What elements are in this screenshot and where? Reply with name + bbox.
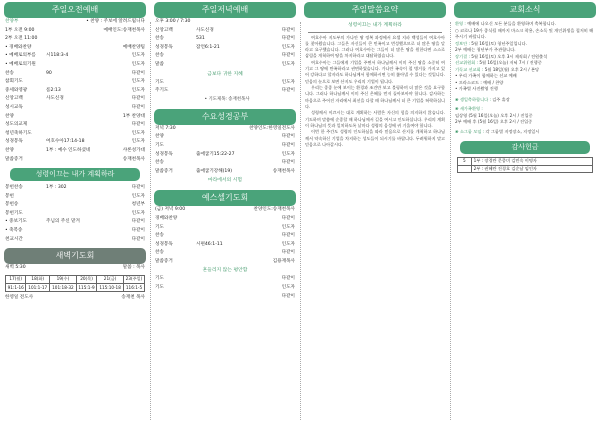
- evening-sermon-title: 금보다 귀한 지혜: [207, 71, 243, 77]
- order-leader: 다같이: [281, 53, 295, 59]
- birthday-news: ❀ 생일축하합니다 : 김주 휴장: [455, 96, 510, 102]
- order-item: 성경봉독: [155, 151, 173, 157]
- order-leader: 인도자: [131, 139, 145, 145]
- order-detail: 시118:3-4: [46, 53, 69, 59]
- news-item-text: 2부 예배는 청년부가 주관합니다.: [455, 47, 516, 52]
- sermon-paragraph: 우리는 종종 눈에 보이는 환경과 조건만 보고 불평하며 더 많은 것을 요구합니다. 그러나 하나님께서 이미 주신 은혜를 먼저 돌아보아야 합니다. 감사하는 마음으로 주어진 자리에서 최선을 다할 때 하나님께서 더 큰 기업을 허락하십니다.: [305, 85, 445, 109]
- order-detail: 여호수아17:14-18: [46, 139, 85, 145]
- news-item-text: 5월 18일(월) 오후 2시 / 본당: [484, 66, 540, 72]
- sermon-paragraph: 이번 한 주간도 성령의 인도하심을 따라 믿음으로 산지를 개척하고 하나님께서 약속하신 기업을 차지하는 성도들이 되시기를 바랍니다. 두려워하지 말고 믿음으로 나아갑시다.: [305, 129, 445, 147]
- news-item-header: 정보안 :: [455, 40, 472, 46]
- dawn-schedule-table: [5, 275, 145, 292]
- order-row: [152, 249, 298, 258]
- order-leader: 인도자: [281, 61, 295, 67]
- order-leader: 인도자: [281, 241, 295, 247]
- order-detail: 사도신경: [46, 96, 64, 102]
- order-item: 찬송: [5, 70, 14, 76]
- order-item: 중세와영광: [5, 87, 28, 93]
- order-row: [2, 78, 148, 87]
- order-row: [2, 184, 148, 193]
- order-row: [2, 193, 148, 202]
- order-detail: 주님의 주신 맡겨: [46, 219, 80, 225]
- order-row: [152, 241, 298, 250]
- order-row: [2, 87, 148, 96]
- order-item: 찬송: [155, 160, 164, 166]
- order-item: 기도: [155, 142, 164, 148]
- order-row: [152, 232, 298, 241]
- dawn-passage: 115:1-9: [76, 283, 96, 291]
- order-item: 봉헌기도: [5, 210, 23, 216]
- order-item: 참회기도: [5, 79, 23, 85]
- order-item: 봉헌: [5, 193, 14, 199]
- order-item: 봉헌송: [5, 202, 19, 208]
- order-row: [2, 95, 148, 104]
- order-row: [2, 236, 148, 245]
- thanks-names: 2부 : 권혜란 진경호 김순남 임인자: [471, 165, 592, 173]
- order-row: [2, 121, 148, 130]
- order-row: [2, 210, 148, 219]
- order-item: 찬양: [5, 113, 14, 119]
- order-detail: 출애굽기15:22-27: [196, 151, 235, 157]
- order-item: 찬양: [155, 134, 164, 140]
- church-news-column: [452, 0, 598, 424]
- order-leader: 다같이: [131, 236, 145, 242]
- order-row: [152, 133, 298, 142]
- order-row: [2, 147, 148, 156]
- order-leader: 다같이: [281, 215, 295, 221]
- order-row: [152, 258, 298, 267]
- evening-service-title: 주일저녁예배: [154, 2, 296, 18]
- friday-sermon-title: 흔들리지 않는 평안함: [202, 268, 248, 274]
- order-leader: 인도자: [131, 61, 145, 67]
- order-leader: 다같이: [281, 233, 295, 239]
- thanks-row: [458, 165, 593, 173]
- dawn-day: 17(월): [6, 275, 26, 283]
- order-detail: 롬2:13: [46, 87, 61, 93]
- dawn-prayer-title: 새벽기도회: [4, 248, 146, 264]
- order-leader: 청년부: [131, 202, 145, 208]
- news-item-header: 기독교 선교회 :: [455, 66, 485, 72]
- order-detail: 잠언6:1-21: [196, 44, 220, 50]
- wednesday-sermon-title: 마라에서의 시험: [208, 178, 242, 184]
- order-item: 찬송: [155, 233, 164, 239]
- sermon-summary-text: [302, 35, 448, 148]
- dawn-info: 새벽 5:30 말씀 : 목사: [5, 265, 145, 271]
- order-row: [2, 113, 148, 122]
- service-leader: 예배인도:송재천목사: [103, 27, 145, 33]
- news-item-text: 5월 16일(오늘) 저녁 7시 / 진행중: [479, 60, 542, 65]
- order-item: • 경배와찬양: [5, 44, 32, 50]
- order-row: [152, 284, 298, 293]
- dawn-day: 21(금): [97, 275, 124, 283]
- sermon-paragraph: 여호수아는 그들에게 기업을 주면서 하나님께서 이미 주신 땅을 소중히 여기고 그 땅에 만족하라고 권면하였습니다. 가나안 족속이 철 병거를 가지고 있어 강하다고 할지라도 하나님께서 함께하시면 능히 쫓아낼 수 있다는 것입니다. 믿음의 눈으로 보면 산지도 우리의 기업이 됩니다.: [305, 60, 445, 84]
- order-item: 찬송: [155, 36, 164, 42]
- order-row: [2, 104, 148, 113]
- thanks-key: 5: [458, 158, 472, 166]
- order-item: • 중보기도: [5, 219, 27, 225]
- order-leader: 다같이: [131, 219, 145, 225]
- small-group-news: ❀ 소그룹 모임 : 각 그룹별 지정장소, 지정일시: [455, 128, 540, 134]
- news-item-text: 5월 16일(토) 청년주일입니다.: [471, 40, 527, 46]
- service-time-label: 2부 오전 11:00: [5, 36, 38, 42]
- order-item: • 예배로의기원: [5, 61, 36, 67]
- dawn-passage: 91:1-16: [6, 283, 26, 291]
- sermon-summary-heading: 성령이끄는 내가 계획하라: [347, 23, 403, 28]
- order-detail: 사도신경: [196, 27, 214, 33]
- order-row: [2, 227, 148, 236]
- order-row: [152, 159, 298, 168]
- order-item: 말씀: [155, 61, 164, 67]
- order-detail: 531: [196, 36, 205, 42]
- news-item-header: 선교위원회 :: [455, 60, 480, 65]
- order-row: [152, 87, 298, 96]
- order-item: 성경봉독: [155, 44, 173, 50]
- order-leader: 인도자: [131, 193, 145, 199]
- order-leader: 다같이: [281, 36, 295, 42]
- wednesday-info: 저녁 7:30 찬양인도:한영일전도사: [155, 125, 295, 131]
- friday-prayer-title: 예스셀기도회: [154, 190, 296, 206]
- order-row: [152, 27, 298, 36]
- morning-service-title: 주일오전예배: [4, 2, 146, 18]
- column-divider: [150, 22, 151, 420]
- order-leader: 김용재목사: [272, 258, 295, 264]
- order-leader: 다같이: [131, 185, 145, 191]
- dawn-footer: 한영일 전도사 송재천 목사: [5, 294, 145, 300]
- order-row: [152, 52, 298, 61]
- order-row: [2, 138, 148, 147]
- order-leader: 다같이: [281, 134, 295, 140]
- order-detail: 1부 : 302: [46, 185, 67, 191]
- order-item: 경배와찬양: [155, 215, 178, 221]
- divider: [308, 32, 442, 33]
- order-item: 기도: [155, 224, 164, 230]
- order-leader: 1부 찬양대: [122, 113, 145, 119]
- evening-time: 오후 3:00 / 7:30: [155, 19, 191, 24]
- order-leader: 인도자: [281, 285, 295, 291]
- sermon-paragraph: 성령께서 이끄시는 대로 계획하는 사람은 자신의 힘을 의지하지 않습니다. 기도하며 말씀에 순종할 때 하나님께서 길을 여시고 인도하십니다. 우리의 계획이 하나님의 뜻과 일치하도록 날마다 성령의 음성에 귀 기울여야 합니다.: [305, 110, 445, 128]
- news-list: [452, 21, 598, 93]
- order-leader: 송재천목사: [272, 168, 295, 174]
- order-detail: 1부 : 예수 인도하셨네: [46, 147, 91, 153]
- order-leader: 샤론성가대: [122, 147, 145, 153]
- order-row: [152, 168, 298, 177]
- order-leader: 다같이: [281, 250, 295, 256]
- sermon-title: 성령이끄는 내가 계획하라: [10, 168, 140, 181]
- thanks-names: 1부 : 장경란 문종미 김민숙 이명자: [471, 158, 592, 166]
- order-leader: 예배찬양팀: [122, 44, 145, 50]
- dawn-day: 20(목): [76, 275, 96, 283]
- news-item-text: • 프라스코드 : 예배 / 찬양: [455, 79, 504, 85]
- order-item: 신앙고백: [155, 27, 173, 33]
- order-row: [152, 35, 298, 44]
- order-leader: 다같이: [281, 276, 295, 282]
- order-item: 기도: [155, 79, 164, 85]
- prayer-note: • 기도제목: 송재천목사: [204, 96, 250, 102]
- order-row: [2, 44, 148, 53]
- order-row: [2, 130, 148, 139]
- service-time: [2, 35, 148, 44]
- order-item: 말씀증거: [5, 156, 23, 162]
- order-item: 찬송: [155, 250, 164, 256]
- evening-service-column: [152, 0, 298, 424]
- morning-service-column: [2, 0, 148, 424]
- order-leader: 송재천목사: [122, 156, 145, 162]
- order-item: 주기도: [155, 88, 169, 94]
- order-detail: 출애굽기강해(19): [196, 168, 233, 174]
- order-leader: 다같이: [281, 142, 295, 148]
- order-leader: 다같이: [131, 104, 145, 110]
- service-time: [2, 27, 148, 36]
- friday-info: (금) 저녁 9:00 찬양인도:송재천목사: [155, 207, 295, 213]
- news-item-text: • 가족별 사진촬영 진행: [455, 86, 498, 91]
- order-item: 봉헌찬송: [5, 185, 23, 191]
- order-item: 신앙고백: [5, 96, 23, 102]
- news-item-text: 예배에 나오신 모든 분들을 환영하며 축복합니다.: [467, 21, 557, 26]
- order-row: [152, 151, 298, 160]
- order-leader: 인도자: [281, 79, 295, 85]
- order-item: 성시교독: [5, 104, 23, 110]
- order-leader: 다같이: [281, 160, 295, 166]
- order-leader: 인도자: [281, 151, 295, 157]
- order-row: [2, 218, 148, 227]
- praise-header: 찬양부 • 찬양 : 주보에 알려드립니다: [5, 19, 145, 24]
- order-item: 성경봉독: [155, 241, 173, 247]
- order-leader: 다같이: [281, 293, 295, 299]
- news-item-header: 환영 :: [455, 21, 468, 26]
- order-leader: 다같이: [281, 27, 295, 33]
- thanks-row: [458, 158, 593, 166]
- order-item: 말씀증거: [155, 258, 173, 264]
- thanks-key: [458, 165, 472, 173]
- new-family-line: 2부 예배 후 (5월 16일) 오후 2시 / 진입중: [455, 119, 533, 124]
- order-row: [2, 61, 148, 70]
- order-row: [2, 156, 148, 165]
- dawn-passage: 116:1-5: [123, 283, 144, 291]
- order-row: [152, 79, 298, 88]
- order-leader: 다같이: [131, 122, 145, 128]
- dawn-day: 18(화): [26, 275, 50, 283]
- church-news-title: 교회소식: [454, 2, 596, 18]
- dawn-passage: 101:18-32: [50, 283, 77, 291]
- order-item: 기도: [155, 285, 164, 291]
- order-detail: 시편46:1-11: [196, 241, 223, 247]
- order-item: 천교시간: [5, 236, 23, 242]
- order-row: [2, 52, 148, 61]
- order-item: 말씀증거: [155, 168, 173, 174]
- order-leader: 인도자: [131, 87, 145, 93]
- wednesday-study-title: 수요성경공부: [154, 109, 296, 125]
- order-leader: 인도자: [131, 53, 145, 59]
- order-row: [152, 293, 298, 302]
- order-item: • 축복송: [5, 228, 23, 234]
- order-row: [2, 201, 148, 210]
- order-detail: 90: [46, 70, 52, 76]
- column-divider: [300, 22, 301, 420]
- new-family-news: ❀ 새가족환영 : 임상영 (5월 16일(오늘) 오후 2시 / 진입중 2부 예배 후 (5월 16일) 오후 2시 / 진입중: [452, 106, 598, 126]
- order-leader: 인도자: [281, 224, 295, 230]
- order-row: [2, 70, 148, 79]
- sermon-summary-title: 주일말씀요약: [304, 2, 446, 18]
- dawn-passage: 101:1-17: [26, 283, 50, 291]
- order-item: 기도: [155, 276, 164, 282]
- column-divider: [450, 22, 451, 420]
- service-time-label: 1부 오전 9:00: [5, 27, 35, 33]
- order-item: 찬송: [155, 53, 164, 59]
- thanks-offering-title: 감사헌금: [460, 141, 590, 154]
- new-family-line: 임상영 (5월 16일(오늘) 오후 2시 / 진입중: [455, 112, 533, 118]
- order-leader: 인도자: [131, 130, 145, 136]
- order-row: [152, 44, 298, 53]
- sermon-paragraph: 여호수아 지도부의 가나안 땅 정복 과정에서 요셉 지파 백성들이 여호수아를 찾아왔습니다. 그들은 자신들이 큰 민족이고 번성했으므로 더 많은 땅을 달라고 요구했습니다. 그러나 여호수아는 그들이 더 많은 땅을 원한다면 스스로 삼림을 개척하여 땅을 차지하라고 대답하였습니다.: [305, 35, 445, 59]
- news-item: [455, 86, 595, 93]
- sermon-summary-column: [302, 0, 448, 424]
- news-item-text: 5월 16일(토) 오후 3시 제직회 / 전원출석: [471, 53, 548, 59]
- order-leader: 다같이: [131, 96, 145, 102]
- order-leader: 다같이: [281, 88, 295, 94]
- dawn-day: 19(수): [50, 275, 77, 283]
- order-item: • 예배로의부름: [5, 53, 36, 59]
- news-item-text: • 우리 가족이 함께하는 선교 예배: [455, 73, 517, 78]
- order-item: 찬양: [5, 147, 14, 153]
- order-row: [152, 142, 298, 151]
- order-leader: 인도자: [281, 44, 295, 50]
- order-leader: 인도자: [131, 210, 145, 216]
- order-item: 성경봉독: [5, 139, 23, 145]
- order-item: 성도의교제: [5, 122, 28, 128]
- order-leader: 인도자: [131, 79, 145, 85]
- news-item-header: 장기결 :: [455, 53, 472, 59]
- order-leader: 다같이: [131, 228, 145, 234]
- order-row: [152, 224, 298, 233]
- order-leader: 다같이: [131, 70, 145, 76]
- news-item: [455, 28, 595, 41]
- order-row: [152, 275, 298, 284]
- dawn-day: 23(주일): [123, 275, 144, 283]
- news-item-text: ○ 코로나 19가 종식될 때까지 마스크 착용, 손소독 및 개인위생을 철저히 해주시기 바랍니다.: [455, 27, 594, 39]
- dawn-passage: 115:10-18: [97, 283, 124, 291]
- thanks-offering-table: [457, 157, 593, 173]
- order-item: 청년축하기도: [5, 130, 32, 136]
- order-row: [152, 61, 298, 70]
- order-row: [152, 215, 298, 224]
